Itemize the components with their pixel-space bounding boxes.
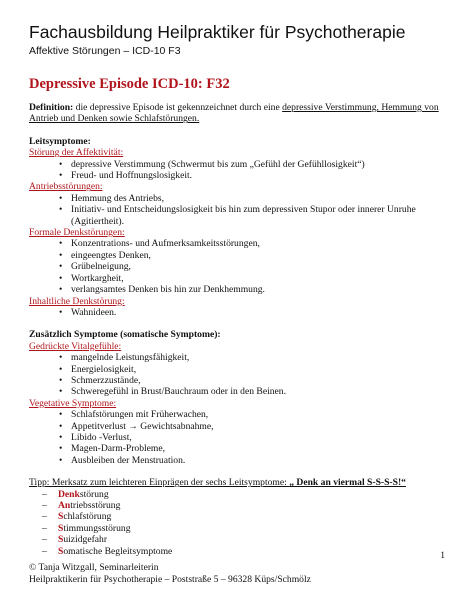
- mnemonic-item: [29, 500, 449, 511]
- list-item: • mangelnde Leistungsfähigkeit,: [29, 352, 449, 363]
- mnemonic-initial: S: [58, 522, 64, 534]
- mnemonic-item: [29, 534, 449, 545]
- list-item: • Schlafstörungen mit Früherwachen,: [29, 409, 449, 420]
- list-item: • Hemmung des Antriebs,: [29, 193, 449, 204]
- zusaetzlich-title: Zusätzlich Symptome (somatische Symptome):: [29, 329, 221, 341]
- list-item: • Freud- und Hoffnungslosigkeit.: [29, 170, 449, 181]
- footer: [29, 562, 311, 585]
- mnemonic-rest: chlafstörung: [63, 511, 112, 523]
- mnemonic-rest: uizidgefahr: [63, 534, 108, 546]
- mnemonic-initial: S: [58, 534, 64, 546]
- footer-line-address: Heilpraktikerin für Psychotherapie – Poststraße 5 – 96328 Küps/Schmölz: [29, 573, 311, 585]
- group-label-vegetative-symptome: Vegetative Symptome:: [29, 397, 117, 409]
- group-label-formale-denkstoerungen: Formale Denkstörungen:: [29, 227, 125, 239]
- definition-paragraph: [29, 102, 449, 125]
- mnemonic-initial: Denk: [58, 488, 80, 500]
- mnemonic-list: [29, 489, 449, 557]
- list-item: • Konzentrations- und Aufmerksamkeitsstörungen,: [29, 238, 449, 249]
- list-item: • Ausbleiben der Menstruation.: [29, 455, 449, 466]
- mnemonic-rest: triebsstörung: [70, 500, 121, 511]
- document-title: Fachausbildung Heilpraktiker für Psychotherapie: [29, 22, 406, 42]
- mnemonic-item: [29, 511, 449, 522]
- list-item: • Wahnideen.: [29, 307, 449, 318]
- definition-label: Definition:: [29, 102, 74, 113]
- mnemonic-rest: störung: [79, 488, 109, 500]
- definition-underlined-text: depressive Verstimmung, Hemmung von Antrieb und Denken sowie Schlafstörungen.: [29, 102, 439, 125]
- content-body: [29, 102, 449, 557]
- list-item: • Energielosigkeit,: [29, 364, 449, 375]
- document-subtitle: Affektive Störungen – ICD-10 F3: [29, 45, 181, 57]
- group-label-antrieb: Antriebsstörungen:: [29, 181, 103, 193]
- list-item: • Wortkargheit,: [29, 273, 449, 284]
- mnemonic-initial: S: [58, 545, 64, 557]
- list-item: • Magen-Darm-Probleme,: [29, 443, 449, 454]
- mnemonic-item: [29, 523, 449, 534]
- group-label-affektivitaet: Störung der Affektivität:: [29, 147, 124, 159]
- mnemonic-rest: omatische Begleitsymptome: [63, 545, 173, 557]
- list-item: • Libido -Verlust,: [29, 432, 449, 443]
- page-number: 1: [440, 550, 445, 561]
- tipp-phrase: „ Denk an viermal S-S-S-S!“: [289, 477, 406, 489]
- mnemonic-initial: S: [58, 511, 64, 523]
- leitsymptome-title: Leitsymptome:: [29, 135, 91, 147]
- mnemonic-rest: timmungsstörung: [63, 522, 131, 534]
- list-inhaltliche-denkstoerung: [29, 307, 449, 318]
- list-item: • Grübelneigung,: [29, 261, 449, 272]
- list-vitalgefuehle: [29, 352, 449, 398]
- section-heading: Depressive Episode ICD-10: F32: [29, 76, 230, 92]
- footer-line-copyright: © Tanja Witzgall, Seminarleiterin: [29, 562, 159, 573]
- list-affektivitaet: [29, 159, 449, 182]
- list-item: • Schweregefühl in Brust/Bauchraum oder in den Beinen.: [29, 386, 449, 397]
- tipp-paragraph: [29, 477, 449, 488]
- list-formale-denkstoerungen: [29, 238, 449, 295]
- mnemonic-initial: An: [58, 500, 71, 511]
- list-item: • Schmerzzustände,: [29, 375, 449, 386]
- tipp-prefix: Tipp: Merksatz zum leichteren Einprägen der sechs Leitsymptome:: [29, 477, 290, 489]
- list-item: • Initiativ- und Entscheidungslosigkeit bis hin zum depressiven Stupor oder innerer Unruhe (Agitiertheit).: [29, 204, 449, 227]
- list-item: • Appetitverlust → Gewichtsabnahme,: [29, 421, 449, 432]
- group-label-vitalgefuehle: Gedrückte Vitalgefühle:: [29, 340, 122, 352]
- list-antrieb: [29, 193, 449, 227]
- list-item: • verlangsamtes Denken bis hin zur Denkhemmung.: [29, 284, 449, 295]
- group-label-inhaltliche-denkstoerung: Inhaltliche Denkstörung:: [29, 295, 125, 307]
- list-item: • depressive Verstimmung (Schwermut bis zum „Gefühl der Gefühllosigkeit“): [29, 159, 449, 170]
- mnemonic-item: [29, 489, 449, 500]
- mnemonic-item: [29, 546, 449, 557]
- list-item: • eingeengtes Denken,: [29, 250, 449, 261]
- definition-text: die depressive Episode ist gekennzeichnet durch eine: [73, 102, 283, 113]
- list-vegetative-symptome: [29, 409, 449, 466]
